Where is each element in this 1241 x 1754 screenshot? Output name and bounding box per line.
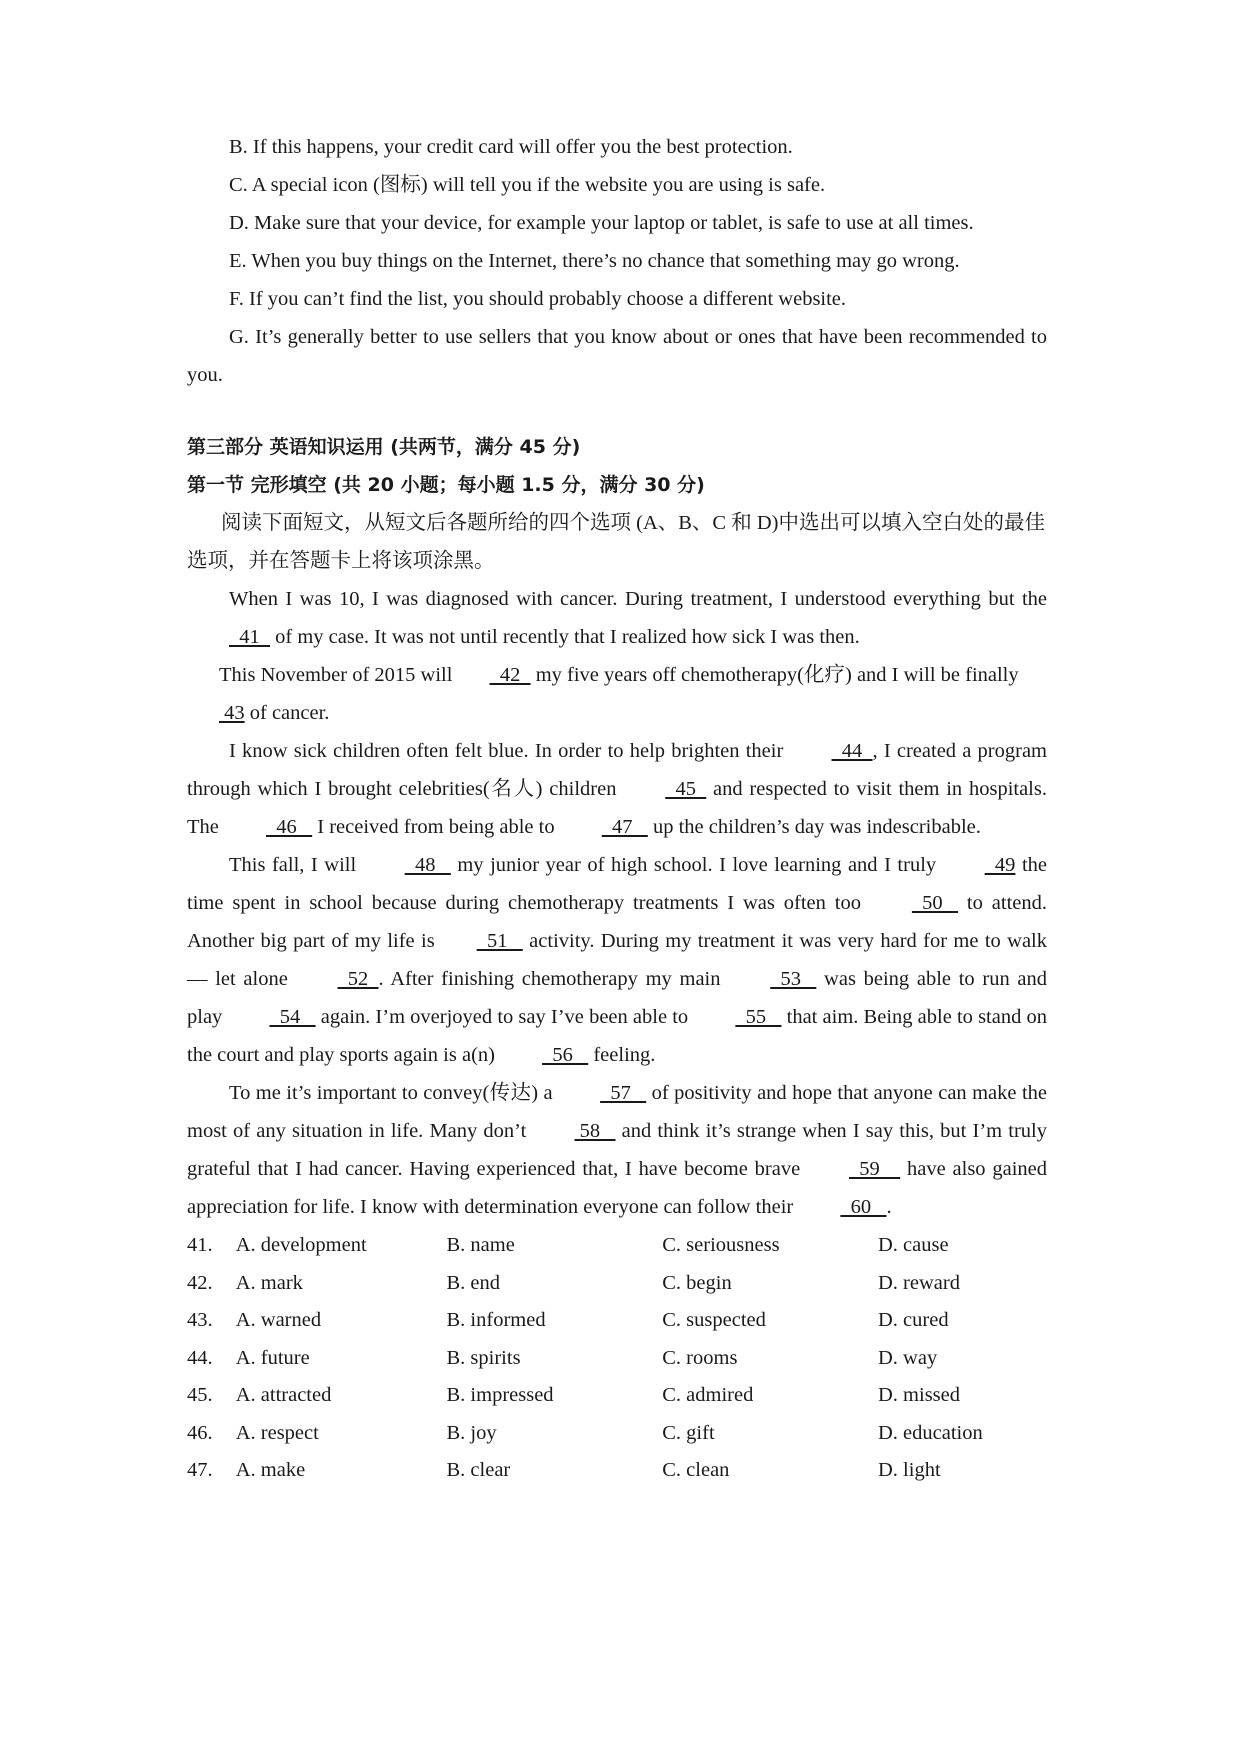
- blank-56: 56: [542, 1044, 589, 1066]
- choice-a: A. attracted: [235, 1384, 332, 1406]
- prev-options: [187, 128, 1047, 394]
- passage-text: .: [886, 1196, 892, 1218]
- choice-a: A. respect: [235, 1421, 319, 1444]
- choice-d: D. cured: [878, 1309, 949, 1331]
- question-row: [187, 1226, 1047, 1264]
- option-g: G. It’s generally better to use sellers that you know about or ones that have been recommended to you.: [187, 326, 1047, 386]
- question-row: [187, 1376, 1047, 1414]
- question-row: [187, 1264, 1047, 1302]
- blank-50: 50: [911, 892, 959, 914]
- blank-47: 47: [601, 816, 648, 838]
- blank-46: 46: [266, 816, 313, 838]
- passage-text: my five years off chemotherapy(化疗) and I will be finally: [530, 664, 1019, 686]
- passage-text: have also gained appreciation for life. I know with determination everyone can follow their: [187, 1158, 1047, 1218]
- blank-48: 48: [404, 854, 451, 876]
- choice-c: C. suspected: [662, 1309, 766, 1331]
- question-number: 41.: [187, 1234, 213, 1256]
- passage-text: was being able to run and play: [187, 968, 1048, 1028]
- option-d: D. Make sure that your device, for example your laptop or tablet, is safe to use at all times.: [229, 212, 974, 234]
- section-one-title: 第一节 完形填空 (共 20 小题；每小题 1.5 分，满分 30 分): [187, 474, 705, 496]
- passage-text: I received from being able to: [312, 816, 560, 838]
- choice-a: A. warned: [235, 1309, 322, 1331]
- question-number: 46.: [187, 1421, 213, 1444]
- passage-paragraph-1: [187, 580, 1047, 656]
- choice-b: B. name: [446, 1234, 515, 1256]
- blank-59: 59: [848, 1158, 901, 1180]
- question-number: 42.: [187, 1271, 213, 1294]
- choice-a: A. make: [235, 1459, 306, 1481]
- passage-text: . After finishing chemotherapy my main: [378, 968, 729, 990]
- choice-a: A. development: [235, 1234, 367, 1256]
- blank-49: 49: [984, 854, 1016, 876]
- blank-45: 45: [665, 778, 707, 800]
- blank-54: 54: [269, 1006, 316, 1028]
- passage-paragraph-2: [187, 656, 1047, 732]
- passage-text: again. I’m overjoyed to say I’ve been able to: [315, 1006, 694, 1028]
- exam-page: [187, 128, 1047, 1489]
- choice-c: C. clean: [662, 1459, 730, 1481]
- blank-52: 52: [337, 968, 379, 990]
- blank-41: 41: [229, 626, 270, 648]
- passage-text: and respected to visit them in hospitals. The: [187, 778, 1047, 838]
- passage-text: This fall, I will: [229, 854, 363, 876]
- passage-text: This November of 2015 will: [219, 664, 458, 686]
- question-list: [187, 1226, 1047, 1489]
- option-c: C. A special icon (图标) will tell you if the website you are using is safe.: [229, 174, 826, 196]
- passage-paragraph-5: [187, 1074, 1047, 1226]
- choice-b: B. informed: [446, 1309, 546, 1331]
- passage-text: of my case. It was not until recently that I realized how sick I was then.: [270, 626, 860, 648]
- blank-44: 44: [831, 740, 873, 762]
- blank-60: 60: [840, 1196, 887, 1218]
- passage-text: , I created a program through which I brought celebrities(名人) children: [187, 740, 1047, 800]
- passage-text: to attend. Another big part of my life is: [187, 892, 1047, 952]
- question-number: 44.: [187, 1346, 213, 1369]
- passage-text: of positivity and hope that anyone can make the most of any situation in life. Many don’t: [187, 1082, 1047, 1142]
- passage-text: To me it’s important to convey(传达) a: [229, 1082, 559, 1104]
- question-row: [187, 1451, 1047, 1489]
- passage-text: the time spent in school because during chemotherapy treatments I was often too: [187, 854, 1047, 914]
- passage-text: up the children’s day was indescribable.: [647, 816, 981, 838]
- passage-text: of cancer.: [244, 702, 330, 724]
- choice-c: C. seriousness: [662, 1234, 780, 1256]
- passage-paragraph-3: [187, 732, 1047, 846]
- blank-57: 57: [600, 1082, 647, 1104]
- passage-text: activity. During my treatment it was very hard for me to walk — let alone: [187, 930, 1047, 990]
- choice-d: D. way: [878, 1346, 938, 1369]
- question-number: 47.: [187, 1459, 213, 1481]
- passage-text: and think it’s strange when I say this, but I’m truly grateful that I had cancer. Having experienced that, I have become brave: [187, 1120, 1047, 1180]
- question-row: [187, 1339, 1047, 1377]
- choice-d: D. light: [878, 1459, 941, 1481]
- choice-a: A. future: [235, 1346, 310, 1369]
- question-row: [187, 1414, 1047, 1452]
- choice-c: C. gift: [662, 1421, 715, 1444]
- passage-text: my junior year of high school. I love learning and I truly: [450, 854, 943, 876]
- passage-text: I know sick children often felt blue. In order to help brighten their: [229, 740, 790, 762]
- part-three-title: 第三部分 英语知识运用 (共两节，满分 45 分): [187, 436, 581, 458]
- question-row: [187, 1301, 1047, 1339]
- choice-b: B. joy: [446, 1421, 497, 1444]
- choice-d: D. reward: [878, 1271, 960, 1294]
- choice-d: D. cause: [878, 1234, 949, 1256]
- choice-a: A. mark: [235, 1271, 303, 1294]
- question-number: 43.: [187, 1309, 213, 1331]
- choice-c: C. rooms: [662, 1346, 738, 1369]
- choice-b: B. impressed: [446, 1384, 554, 1406]
- cloze-instructions: 阅读下面短文，从短文后各题所给的四个选项 (A、B、C 和 D)中选出可以填入空白处的最佳选项，并在答题卡上将该项涂黑。: [187, 512, 1045, 572]
- blank-51: 51: [476, 930, 523, 952]
- passage-text: feeling.: [588, 1044, 656, 1066]
- choice-b: B. clear: [446, 1459, 511, 1481]
- passage-text: When I was 10, I was diagnosed with cancer. During treatment, I understood everything but the: [229, 588, 1047, 610]
- passage-paragraph-4: [187, 846, 1047, 1074]
- option-b: B. If this happens, your credit card will offer you the best protection.: [229, 136, 793, 158]
- blank-43: 43: [219, 702, 245, 724]
- choice-c: C. begin: [662, 1271, 732, 1294]
- passage-text: that aim. Being able to stand on the court and play sports again is a(n): [187, 1006, 1048, 1066]
- option-f: F. If you can’t find the list, you should probably choose a different website.: [229, 288, 847, 310]
- choice-d: D. missed: [878, 1384, 960, 1406]
- blank-42: 42: [489, 664, 531, 686]
- option-e: E. When you buy things on the Internet, there’s no chance that something may go wrong.: [229, 250, 960, 272]
- choice-d: D. education: [878, 1421, 983, 1444]
- choice-b: B. end: [446, 1271, 501, 1294]
- choice-b: B. spirits: [446, 1346, 521, 1369]
- choice-c: C. admired: [662, 1384, 754, 1406]
- blank-53: 53: [770, 968, 817, 990]
- blank-55: 55: [735, 1006, 782, 1028]
- question-number: 45.: [187, 1384, 213, 1406]
- blank-58: 58: [574, 1120, 616, 1142]
